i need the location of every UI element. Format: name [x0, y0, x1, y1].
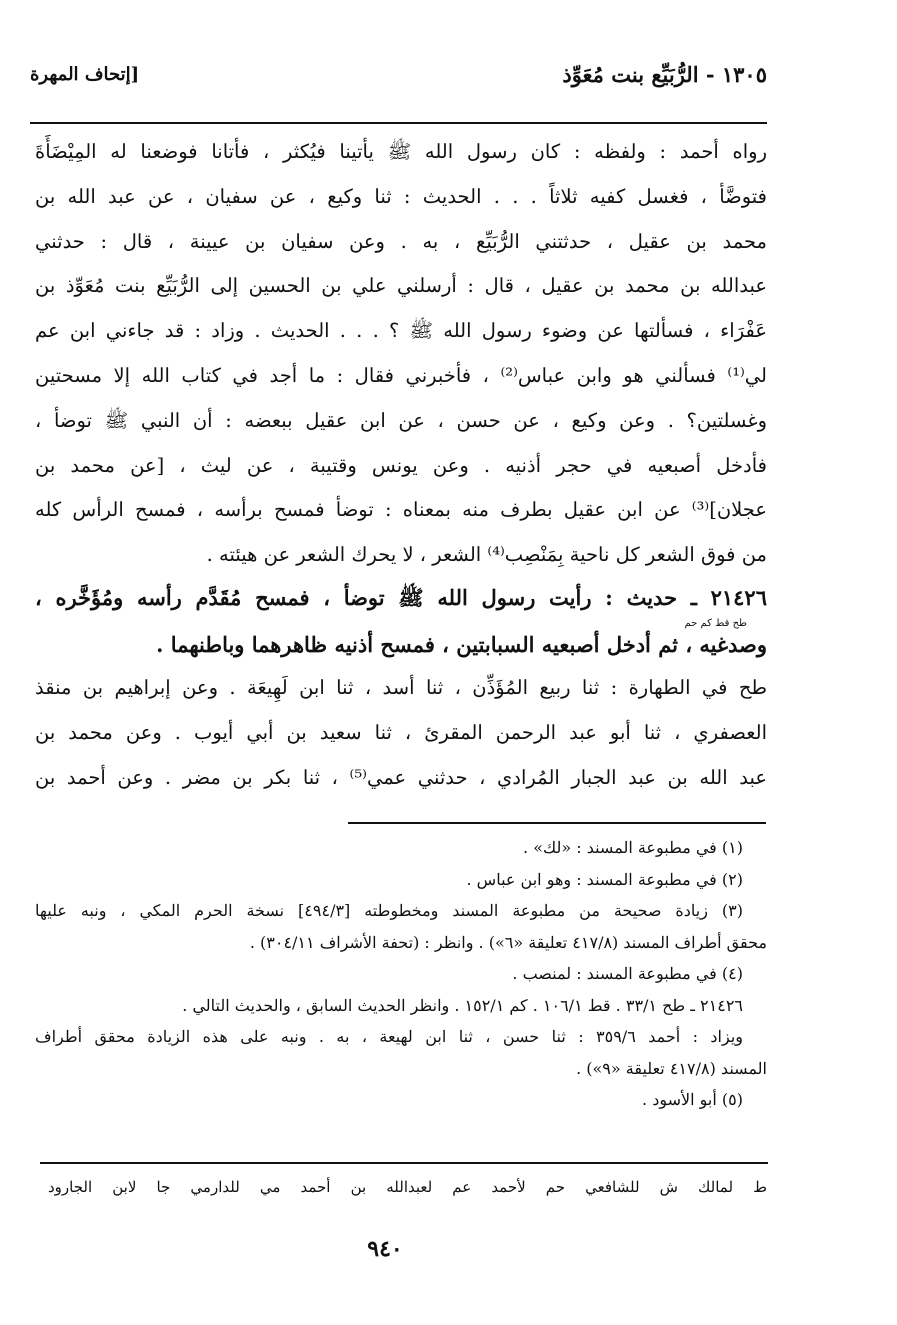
text-line: فتوضَّأ ، فغسل كفيه ثلاثاً . . . الحديث : ثنا وكيع ، عن سفيان ، عن عبد الله بن — [35, 184, 767, 208]
footnote: المسند (٤١٧/٨ تعليقة «٩») . — [576, 1058, 767, 1078]
running-title: ١٣٠٥ - الرُّبَيِّع بنت مُعَوِّذ — [562, 62, 767, 87]
footnote: محقق أطراف المسند (٤١٧/٨ تعليقة «٦») . وانظر : (تحفة الأشراف ٣٠٤/١١) . — [249, 932, 767, 952]
text-line: طح في الطهارة : ثنا ربيع المُؤَذِّن ، ثنا أسد ، ثنا ابن لَهِيعَة . وعن إبراهيم بن منقذ — [35, 675, 767, 699]
footnote: (٥) أبو الأسود . — [642, 1090, 743, 1109]
footnotes — [35, 832, 767, 1116]
text-line: العصفري ، ثنا أبو عبد الرحمن المقرئ ، ثنا سعيد بن أبي أيوب . وعن محمد بن — [35, 720, 767, 744]
text-line: وغسلتين؟ . وعن وكيع ، عن حسن ، عن ابن عقيل ببعضه : أن النبي ﷺ توضأ ، — [35, 408, 767, 432]
text-line: من فوق الشعر كل ناحية بِمَنْصِب⁽⁴⁾ الشعر ، لا يحرك الشعر عن هيئته . — [206, 543, 767, 567]
hadith-text: وصدغيه ، ثم أدخل أصبعيه السبابتين ، فمسح أذنيه ظاهرهما وباطنهما . — [156, 631, 767, 657]
header-rule — [30, 122, 767, 124]
text-line: عبدالله بن محمد بن عقيل ، قال : أرسلني علي بن الحسين إلى الرُّبَيِّع بنت مُعَوِّذ بن — [35, 274, 767, 298]
main-text — [35, 130, 767, 800]
page-header — [30, 62, 767, 102]
text-line: عجلان]⁽³⁾ عن ابن عقيل بطرف منه بمعناه : توضأ فمسح برأسه ، فمسح الرأس كله — [35, 498, 767, 522]
text-line: رواه أحمد : ولفظه : كان رسول الله ﷺ يأتينا فيُكثر ، فأتانا فوضعنا له المِيْضَأَةَ — [35, 140, 767, 163]
footnote-rule — [348, 822, 766, 824]
footnote: (١) في مطبوعة المسند : «لك» . — [523, 838, 743, 857]
footnote: (٤) في مطبوعة المسند : لمنصب . — [512, 964, 743, 983]
book-title: [إتحاف المهرة — [30, 64, 140, 85]
footnote: ويزاد : أحمد ٣٥٩/٦ : ثنا حسن ، ثنا ابن لهيعة ، به . ونبه على هذه الزيادة محقق أطراف — [35, 1027, 743, 1046]
text-line: محمد بن عقيل ، حدثتني الرُّبَيِّع ، به . وعن سفيان بن عيينة ، قال : حدثني — [35, 229, 767, 253]
text-line: عبد الله بن عبد الجبار المُرادي ، حدثني عمي⁽⁵⁾ ، ثنا بكر بن مضر . وعن أحمد بن — [35, 765, 767, 789]
page-number: ٩٤٠ — [367, 1236, 403, 1262]
footnote: (٢) في مطبوعة المسند : وهو ابن عباس . — [466, 869, 743, 889]
hadith-heading: ٢١٤٢٦ ـ حديث : رأيت رسول الله ﷺ توضأ ، فمسح مُقَدَّم رأسه ومُؤَخَّره ، — [35, 584, 767, 610]
text-line: فأدخل أصبعيه في حجر أذنيه . وعن يونس وقتيبة ، عن ليث ، [عن محمد بن — [35, 453, 767, 477]
key-rule — [40, 1162, 768, 1164]
text-line: لي⁽¹⁾ فسألني هو وابن عباس⁽²⁾ ، فأخبرني فقال : ما أجد في كتاب الله إلا مسحتين — [35, 363, 767, 387]
footnote: (٣) زيادة صحيحة من مطبوعة المسند ومخطوطته [٤٩٤/٣] نسخة الحرم المكي ، ونبه عليها — [35, 901, 744, 920]
text-line: عَفْرَاء ، فسألتها عن وضوء رسول الله ﷺ ؟ . . . الحديث . وزاد : قد جاءني ابن عم — [35, 319, 767, 343]
hadith-source-codes: طح قط كم حم — [684, 617, 747, 629]
footnote: ٢١٤٢٦ ـ طح ٣٣/١ . قط ١٠٦/١ . كم ١٥٢/١ . وانظر الحديث السابق ، والحديث التالي . — [182, 995, 743, 1015]
source-abbreviation-key: ط لمالك ش للشافعي حم لأحمد عم لعبدالله بن أحمد مي للدارمي جا لابن الجارود — [48, 1178, 767, 1196]
